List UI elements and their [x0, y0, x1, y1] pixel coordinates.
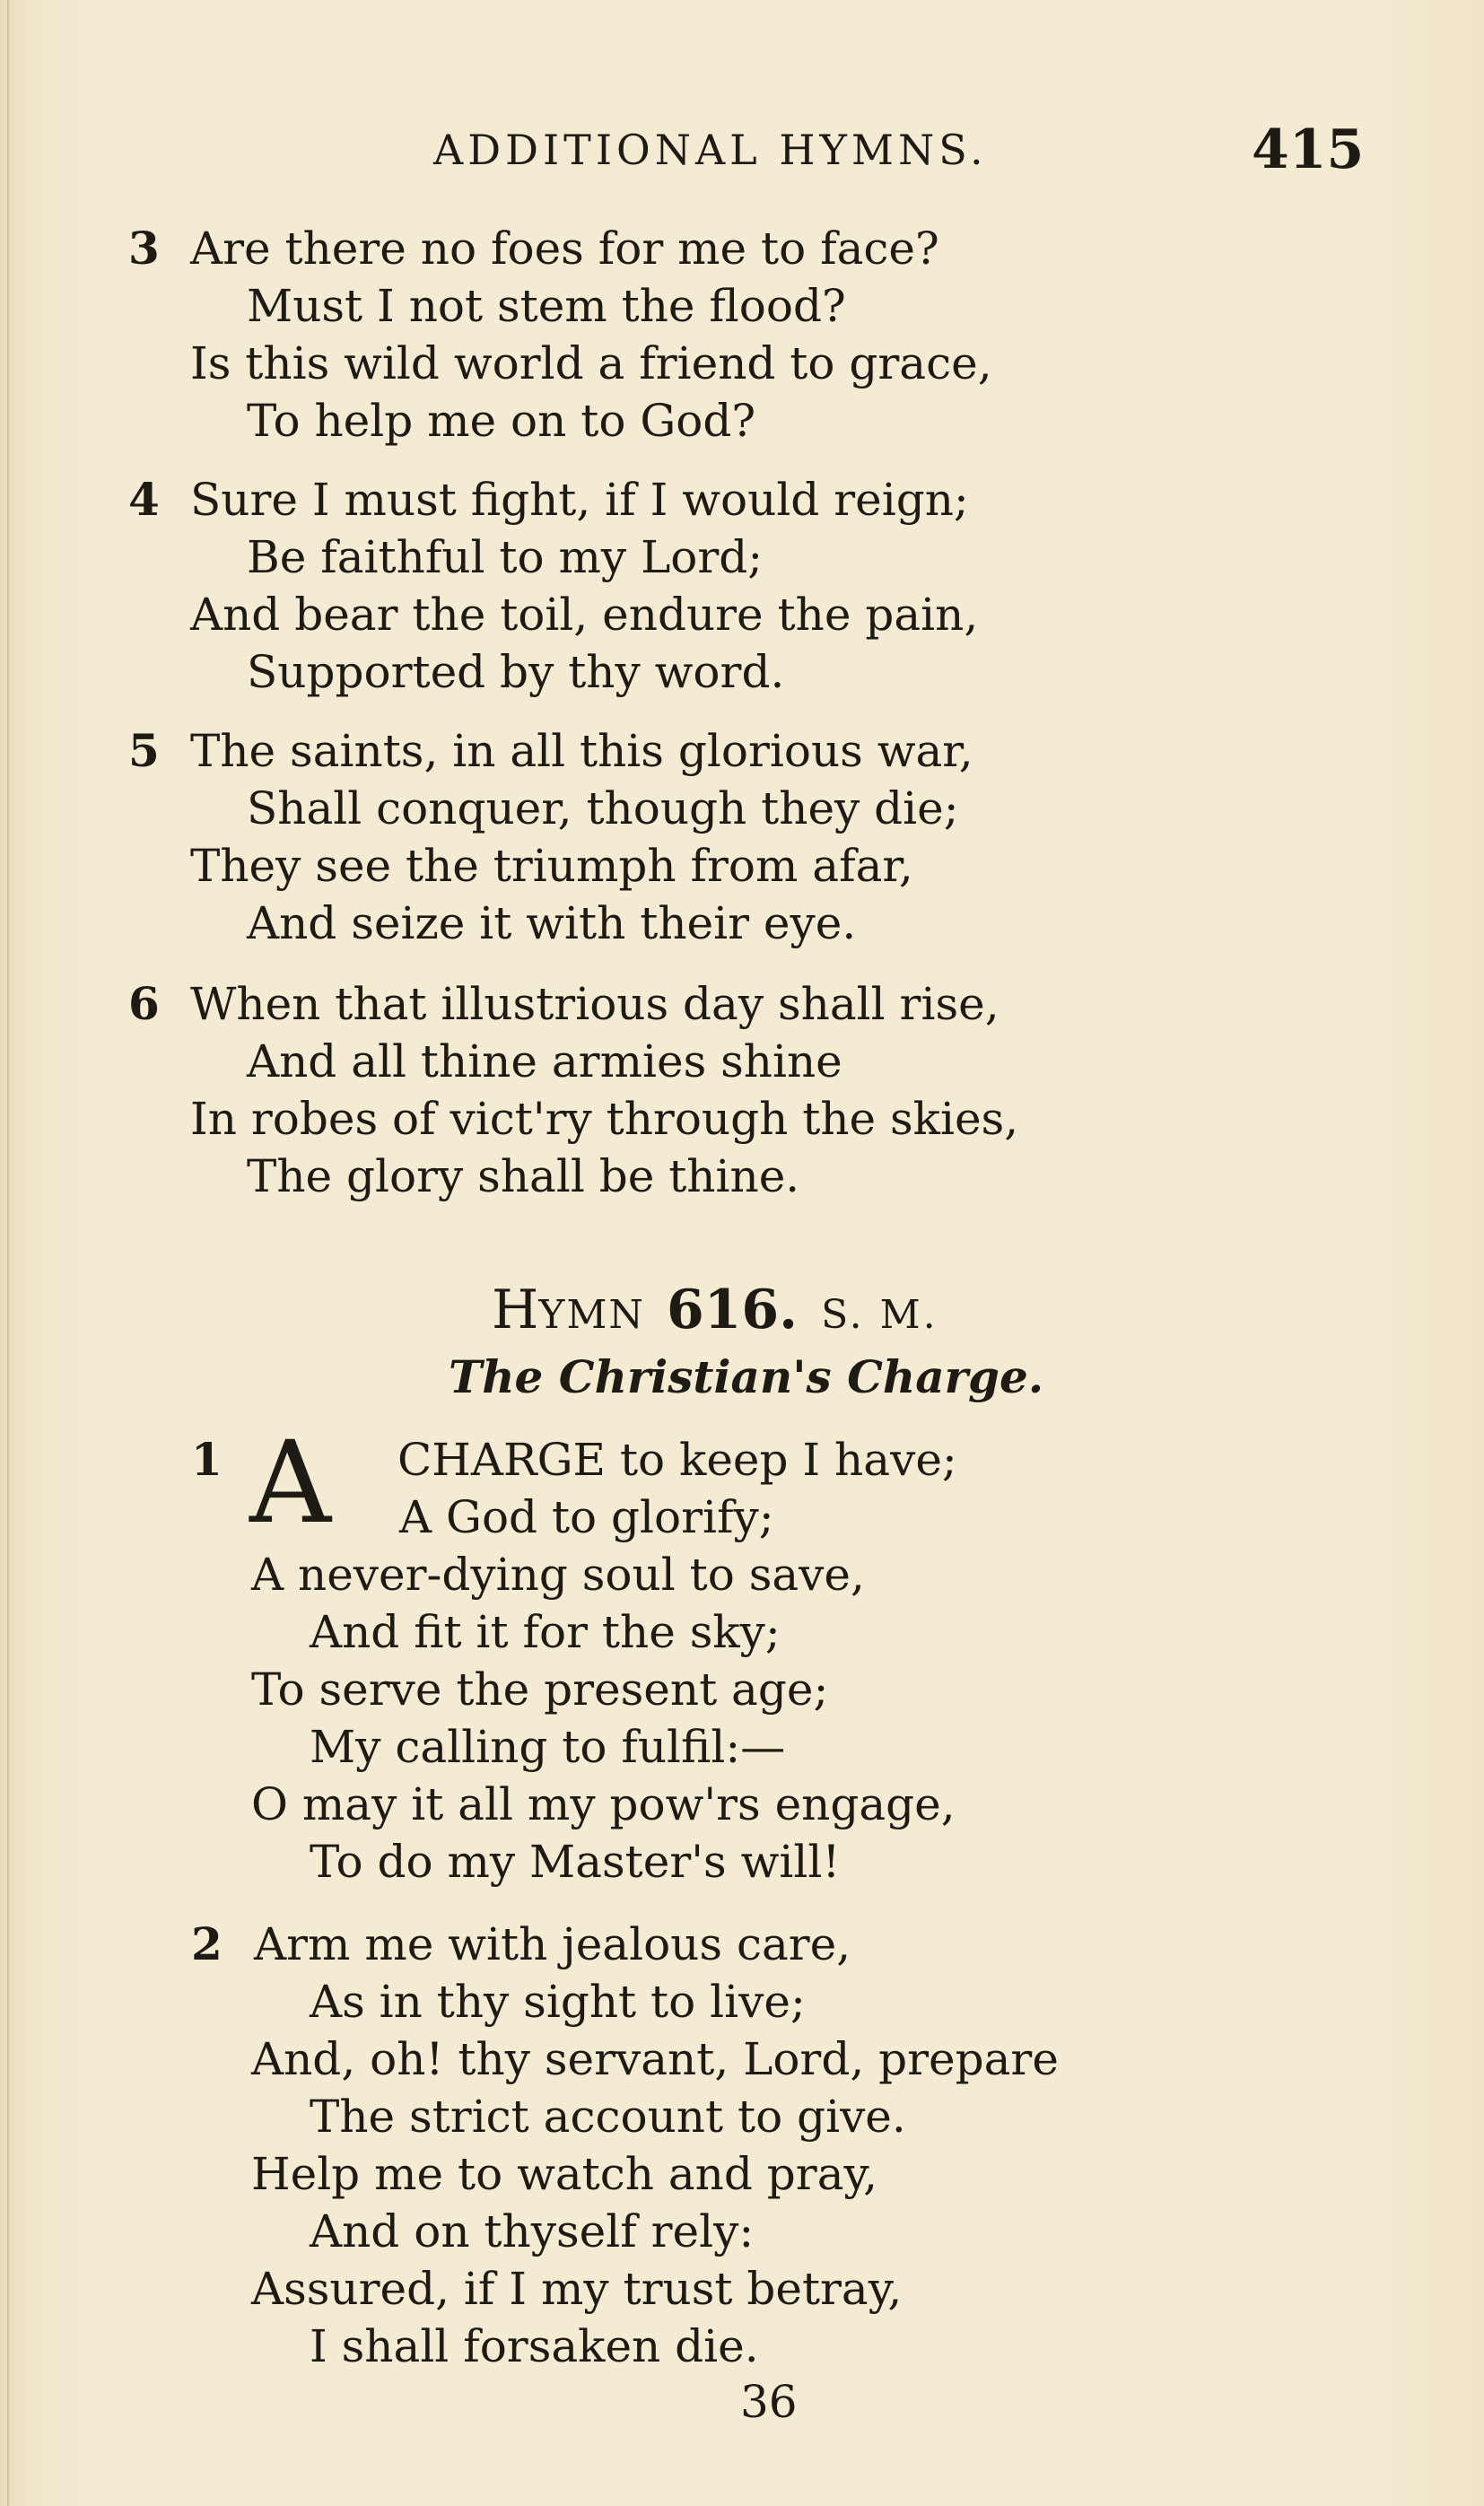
hymn-meter: S. M.	[821, 1292, 938, 1338]
signature-mark: 36	[740, 2376, 798, 2428]
verse-line: In robes of vict'ry through the skies,	[190, 1093, 1019, 1145]
verse-line: And bear the toil, endure the pain,	[190, 589, 979, 641]
page-number: 415	[1252, 118, 1365, 181]
verse-line: Sure I must fight, if I would reign;	[190, 474, 969, 526]
verse-line: To do my Master's will!	[310, 1836, 841, 1888]
verse-line: Be faithful to my Lord;	[247, 531, 764, 583]
hymn-heading	[492, 1279, 938, 1347]
verse-number: 6	[128, 977, 160, 1030]
verse-line: And all thine armies shine	[247, 1035, 842, 1087]
verse-number: 1	[191, 1433, 223, 1486]
hymn-subtitle: The Christian's Charge.	[449, 1350, 1044, 1403]
verse-line: As in thy sight to live;	[310, 1976, 806, 2028]
hymn-number: 616.	[666, 1279, 799, 1341]
verse-line: The saints, in all this glorious war,	[190, 725, 973, 777]
verse-line: Help me to watch and pray,	[251, 2148, 877, 2200]
verse-line: The glory shall be thine.	[247, 1150, 800, 1202]
verse-line: Are there no foes for me to face?	[190, 223, 939, 275]
hymn-label-initial: H	[492, 1279, 539, 1341]
verse-line: Assured, if I my trust betray,	[251, 2263, 903, 2315]
verse-number: 3	[128, 222, 160, 275]
verse-line: Supported by thy word.	[247, 646, 785, 698]
verse-line: I shall forsaken die.	[310, 2320, 759, 2372]
verse-line: A God to glorify;	[399, 1491, 774, 1543]
verse-line: And on thyself rely:	[310, 2205, 755, 2257]
hymn-label-rest: YMN	[538, 1292, 645, 1338]
verse-line: They see the triumph from afar,	[190, 840, 913, 892]
verse-number: 4	[128, 473, 160, 526]
verse-line: O may it all my pow'rs engage,	[251, 1778, 956, 1830]
verse-line: When that illustrious day shall rise,	[190, 978, 1000, 1030]
verse-line: To serve the present age;	[251, 1663, 829, 1716]
running-title: ADDITIONAL HYMNS.	[433, 126, 988, 174]
verse-line: Is this wild world a friend to grace,	[190, 337, 992, 389]
verse-line: Arm me with jealous care,	[254, 1918, 851, 1970]
verse-number: 5	[128, 724, 160, 777]
verse-line: And seize it with their eye.	[247, 897, 857, 949]
verse-line: CHARGE to keep I have;	[397, 1434, 957, 1486]
drop-cap: A	[249, 1417, 331, 1549]
verse-line: Shall conquer, though they die;	[247, 782, 959, 834]
verse-line: To help me on to God?	[247, 395, 756, 447]
verse-number: 2	[191, 1917, 223, 1970]
verse-line: My calling to fulfil:—	[310, 1721, 786, 1773]
verse-line: And fit it for the sky;	[310, 1606, 781, 1658]
verse-line: And, oh! thy servant, Lord, prepare	[251, 2033, 1059, 2085]
verse-line: Must I not stem the flood?	[247, 280, 846, 332]
verse-line: The strict account to give.	[310, 2091, 906, 2143]
verse-line: A never-dying soul to save,	[251, 1549, 865, 1601]
running-header	[0, 118, 1484, 181]
page-edge-line	[7, 0, 9, 2506]
